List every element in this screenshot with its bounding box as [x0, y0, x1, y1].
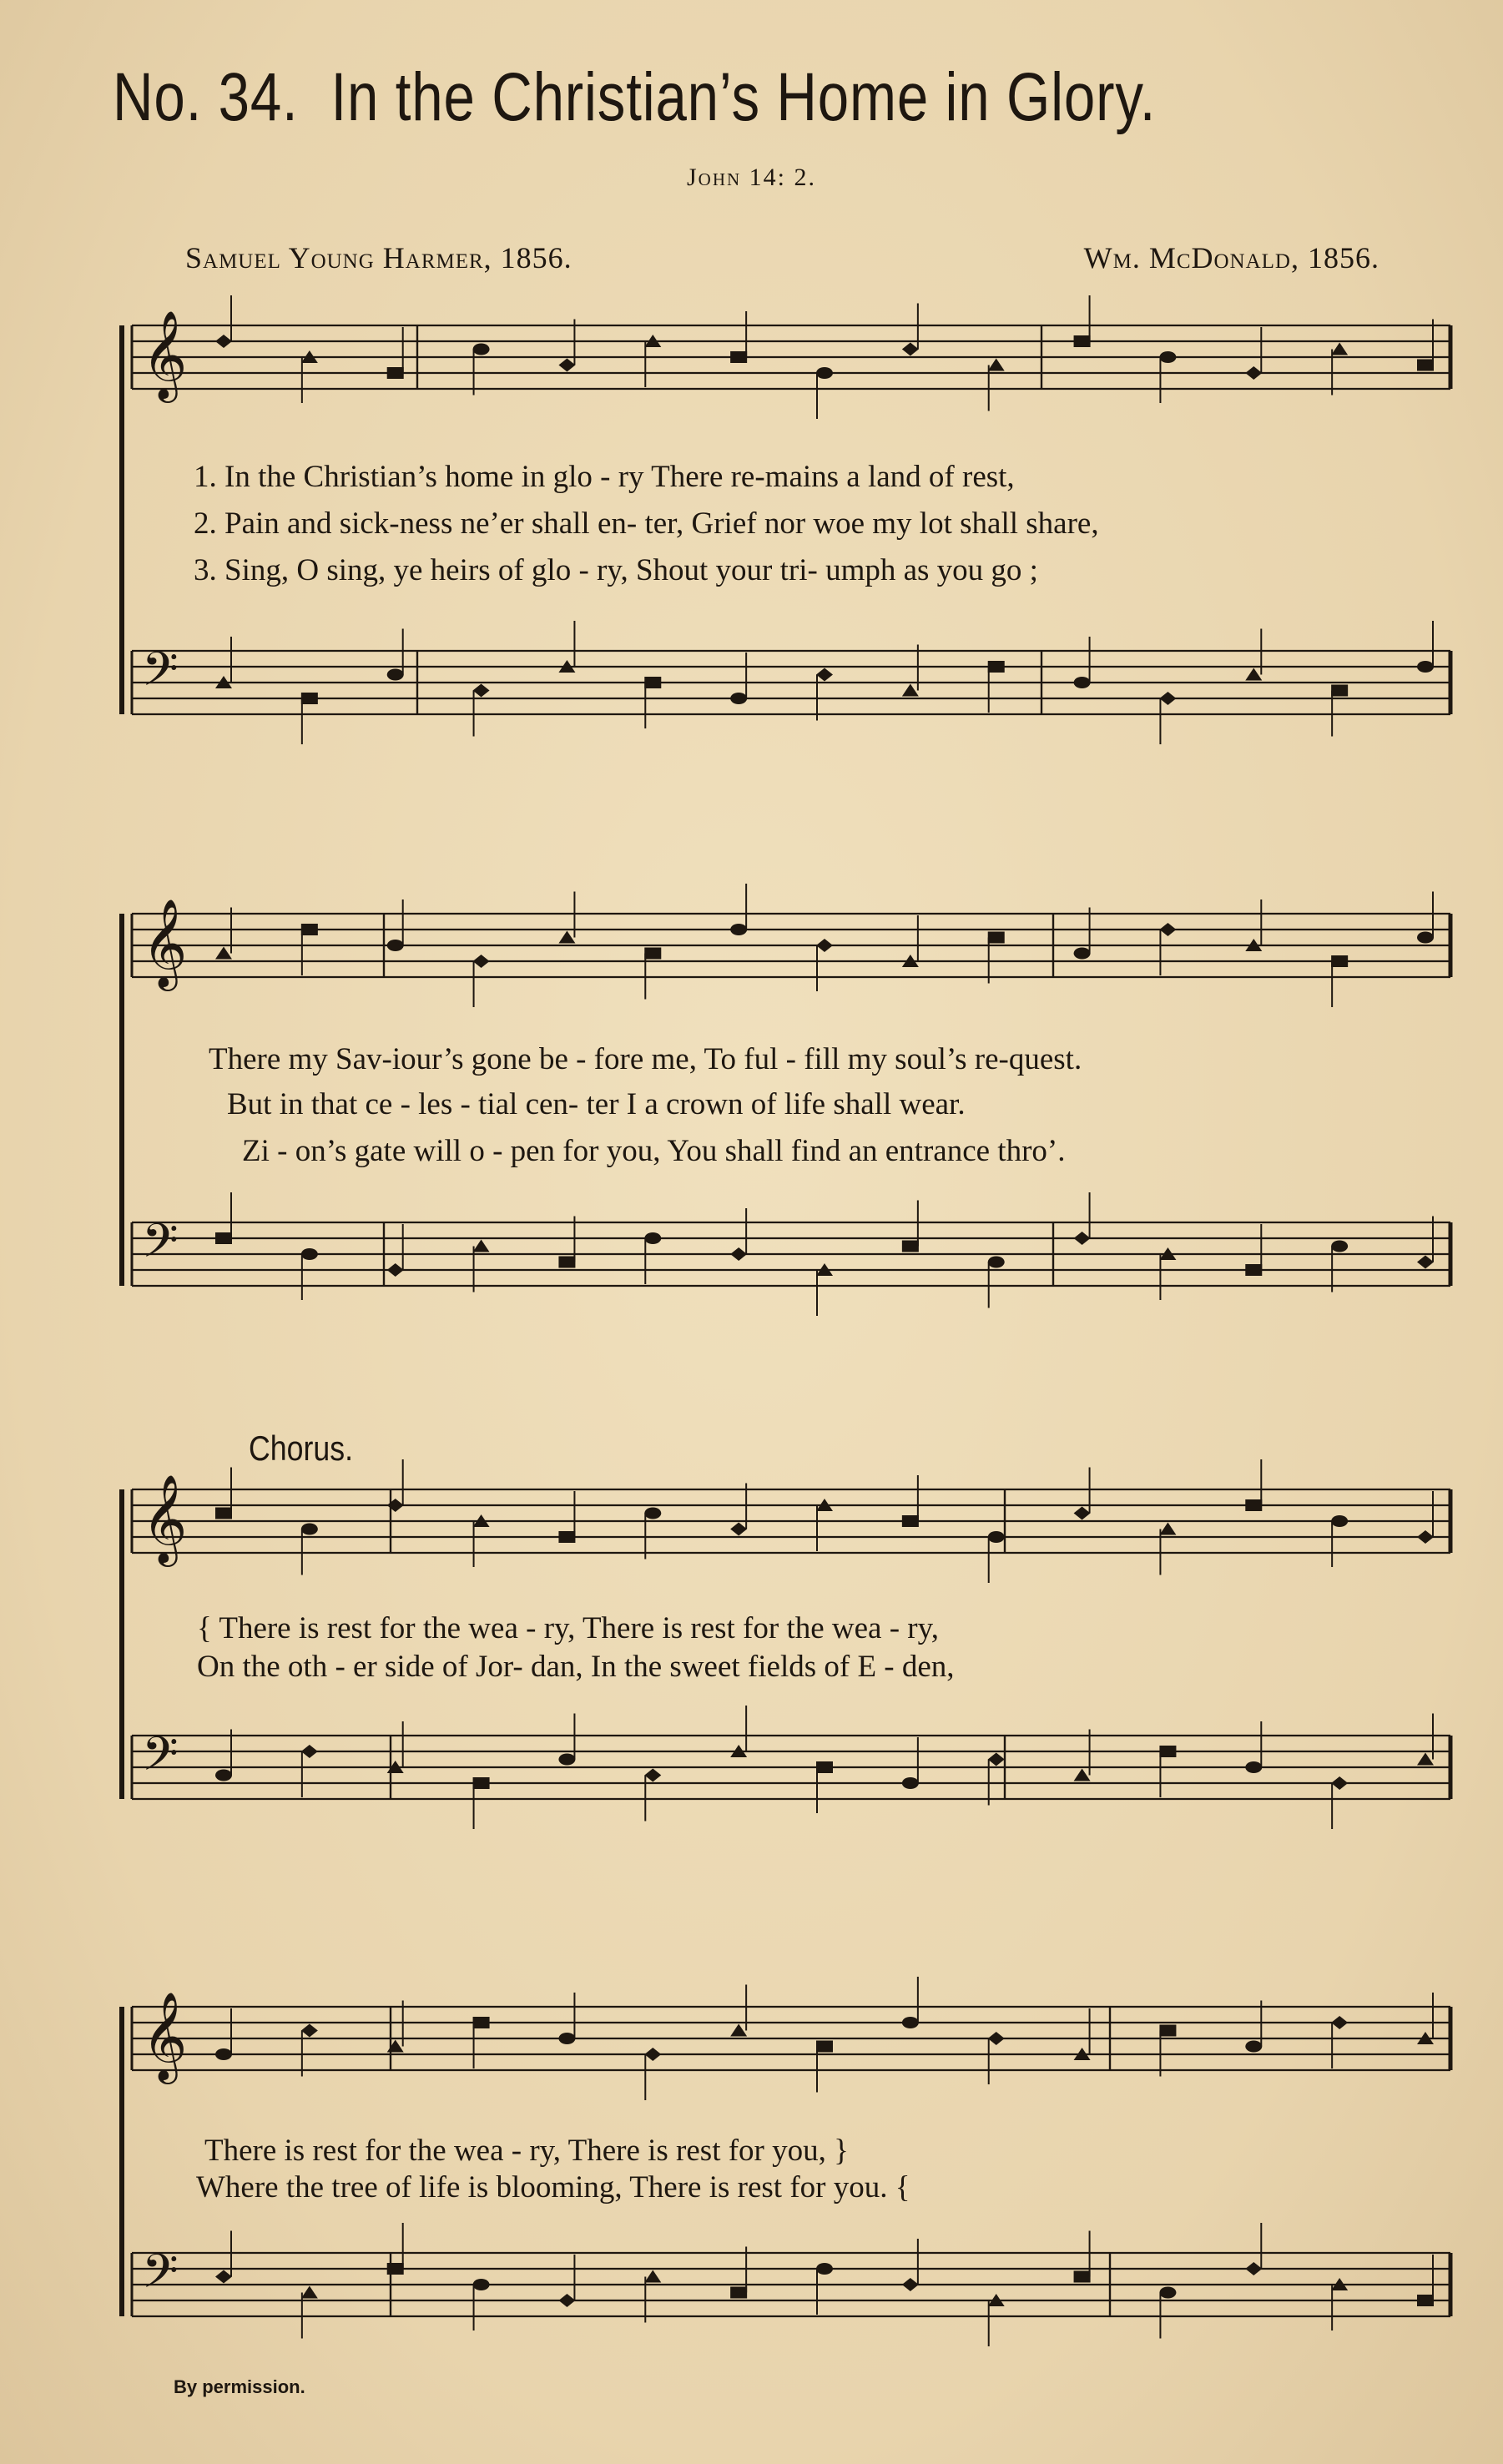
- note-head: [301, 1248, 318, 1260]
- note-head: [816, 2263, 833, 2275]
- note-head: [644, 1769, 661, 1782]
- bass-clef: 𝄢: [142, 642, 179, 708]
- note-head: [730, 2287, 747, 2299]
- note-head: [1417, 2295, 1434, 2306]
- note-head: [558, 2033, 575, 2044]
- note-head: [558, 1257, 575, 1268]
- note-head: [1074, 677, 1091, 688]
- chorus-label: Chorus.: [249, 1429, 354, 1468]
- bass-clef: 𝄢: [142, 1727, 179, 1793]
- note-head: [730, 693, 747, 704]
- note-head: [1159, 351, 1176, 363]
- note-head: [301, 693, 318, 704]
- note-head: [1245, 1499, 1262, 1511]
- lyric-line: Zi - on’s gate will o - pen for you, You shall find an entrance thro’.: [242, 1134, 1066, 1168]
- note-head: [902, 2017, 919, 2028]
- note-head: [902, 2278, 919, 2291]
- note-head: [988, 932, 1005, 944]
- note-head: [816, 668, 833, 682]
- note-head: [1159, 2287, 1176, 2299]
- note-head: [473, 1777, 490, 1789]
- note-head: [215, 2270, 232, 2284]
- note-head: [644, 1508, 661, 1519]
- note-head: [902, 1777, 919, 1789]
- note-head: [1417, 360, 1434, 371]
- note-head: [730, 1247, 747, 1261]
- lyric-line: But in that ce - les - tial cen- ter I a crown of life shall wear.: [227, 1087, 966, 1121]
- note-head: [1417, 1530, 1434, 1544]
- note-head: [1417, 661, 1434, 673]
- note-head: [644, 2048, 661, 2061]
- note-head: [558, 1754, 575, 1766]
- note-head: [1331, 2016, 1348, 2029]
- note-head: [988, 1753, 1005, 1766]
- note-head: [1159, 1523, 1176, 1535]
- note-head: [473, 955, 490, 968]
- lyric-line: 1. In the Christian’s home in glo - ry There re-mains a land of rest,: [194, 460, 1015, 494]
- note-head: [215, 947, 232, 960]
- note-head: [988, 1531, 1005, 1543]
- note-head: [1074, 1769, 1091, 1781]
- lyric-line: 2. Pain and sick-ness ne’er shall en- ter, Grief nor woe my lot shall share,: [194, 506, 1099, 541]
- note-head: [816, 367, 833, 379]
- note-head: [1245, 668, 1262, 681]
- note-head: [1245, 2041, 1262, 2053]
- note-head: [988, 2032, 1005, 2045]
- note-head: [1417, 932, 1434, 944]
- note-head: [473, 2279, 490, 2290]
- note-head: [988, 359, 1005, 371]
- note-head: [644, 1232, 661, 1244]
- permission-note: By permission.: [174, 2376, 305, 2397]
- note-head: [1331, 1776, 1348, 1790]
- note-head: [215, 1508, 232, 1519]
- note-head: [1074, 948, 1091, 960]
- note-head: [215, 1232, 232, 1244]
- bass-clef: 𝄢: [142, 2245, 179, 2310]
- lyric-line: There my Sav-iour’s gone be - fore me, To ful - fill my soul’s re-quest.: [209, 1042, 1082, 1076]
- note-head: [301, 2286, 318, 2299]
- note-head: [387, 2040, 404, 2053]
- note-head: [730, 924, 747, 935]
- note-head: [816, 939, 833, 952]
- treble-clef: 𝄞: [142, 1991, 188, 2080]
- treble-clef: 𝄞: [142, 1474, 188, 1563]
- note-head: [816, 2041, 833, 2053]
- note-head: [387, 1499, 404, 1512]
- bass-clef: 𝄢: [142, 1214, 179, 1280]
- note-head: [387, 367, 404, 379]
- note-head: [558, 931, 575, 944]
- composer-credit: Wm. McDonald, 1856.: [1083, 241, 1379, 275]
- note-head: [644, 2270, 661, 2283]
- note-head: [1417, 1256, 1434, 1269]
- note-head: [1074, 335, 1091, 347]
- note-head: [902, 1515, 919, 1527]
- note-head: [215, 1770, 232, 1781]
- note-head: [558, 1531, 575, 1543]
- note-head: [215, 2048, 232, 2060]
- scripture-reference: John 14: 2.: [686, 164, 816, 191]
- note-head: [1331, 685, 1348, 697]
- note-head: [473, 344, 490, 355]
- note-head: [1159, 692, 1176, 705]
- note-head: [387, 2263, 404, 2275]
- note-head: [1245, 1761, 1262, 1773]
- lyric-line: { There is rest for the wea - ry, There is rest for the wea - ry,: [197, 1611, 939, 1645]
- author-credit: Samuel Young Harmer, 1856.: [185, 241, 572, 275]
- note-head: [301, 1745, 318, 1758]
- note-head: [1159, 1746, 1176, 1757]
- hymn-number: No. 34.: [113, 59, 299, 135]
- treble-clef: 𝄞: [142, 310, 188, 399]
- lyric-line: There is rest for the wea - ry, There is rest for you, }: [204, 2134, 849, 2168]
- note-head: [1159, 2025, 1176, 2037]
- note-head: [730, 2024, 747, 2037]
- note-head: [473, 2017, 490, 2028]
- note-head: [902, 343, 919, 356]
- note-head: [1331, 343, 1348, 355]
- note-head: [1245, 2262, 1262, 2275]
- treble-clef: 𝄞: [142, 898, 188, 987]
- lyric-line: 3. Sing, O sing, ye heirs of glo - ry, Shout your tri- umph as you go ;: [194, 553, 1038, 587]
- note-head: [1245, 366, 1262, 380]
- note-head: [1074, 2271, 1091, 2283]
- note-head: [1074, 1507, 1091, 1520]
- note-head: [902, 684, 919, 697]
- note-head: [1331, 1515, 1348, 1527]
- note-head: [644, 677, 661, 688]
- note-head: [387, 669, 404, 681]
- note-head: [730, 351, 747, 363]
- note-head: [644, 948, 661, 960]
- note-head: [387, 1263, 404, 1277]
- note-head: [988, 1257, 1005, 1268]
- hymn-title-text: In the Christian’s Home in Glory.: [330, 59, 1157, 135]
- note-head: [473, 684, 490, 698]
- note-head: [1074, 1232, 1091, 1245]
- note-head: [387, 940, 404, 951]
- note-head: [473, 1240, 490, 1252]
- note-head: [730, 1523, 747, 1536]
- note-head: [558, 2294, 575, 2307]
- note-head: [301, 1524, 318, 1535]
- note-head: [301, 2024, 318, 2038]
- note-head: [816, 1761, 833, 1773]
- note-head: [1245, 1264, 1262, 1276]
- lyric-line: Where the tree of life is blooming, There is rest for you. {: [196, 2170, 910, 2204]
- note-head: [301, 924, 318, 935]
- note-head: [1331, 955, 1348, 967]
- note-head: [1417, 1753, 1434, 1766]
- note-head: [988, 661, 1005, 673]
- note-head: [902, 1241, 919, 1252]
- note-head: [558, 359, 575, 372]
- note-head: [1159, 923, 1176, 936]
- note-head: [1331, 1241, 1348, 1252]
- lyric-line: On the oth - er side of Jor- dan, In the sweet fields of E - den,: [197, 1650, 955, 1684]
- note-head: [215, 335, 232, 348]
